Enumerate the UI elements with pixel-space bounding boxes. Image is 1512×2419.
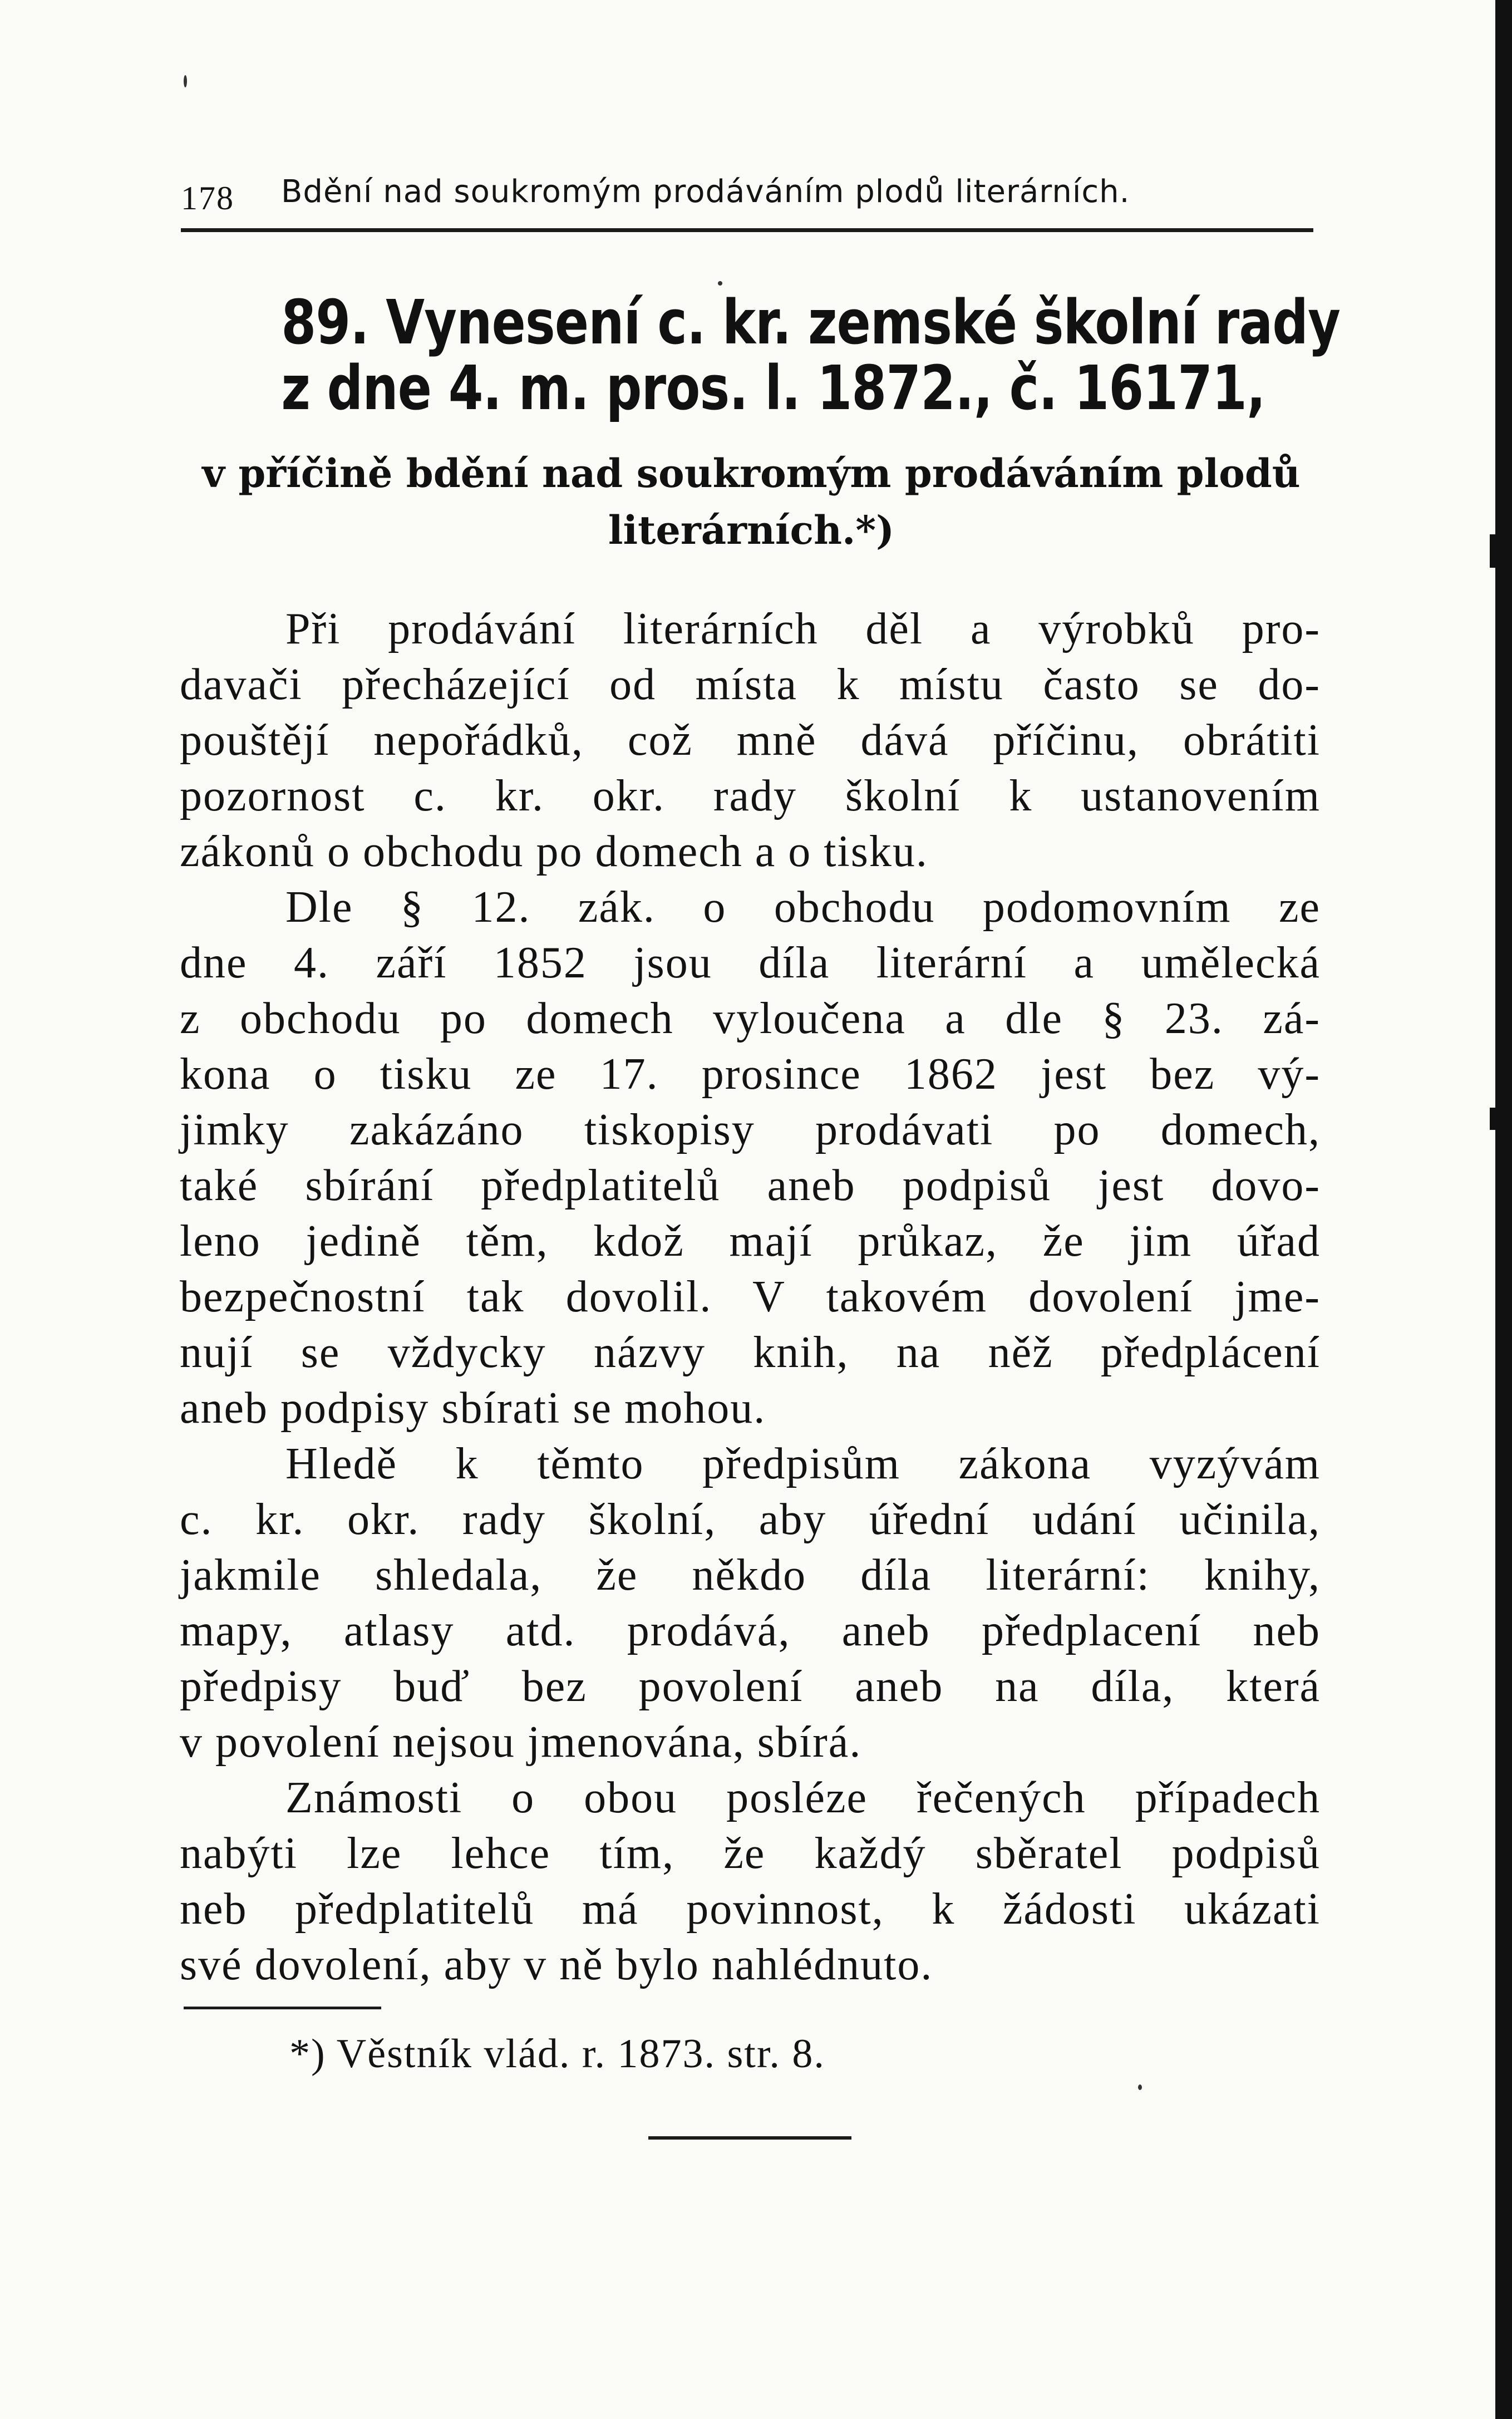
article-heading: [178, 287, 1341, 424]
text-line: dne 4. září 1852 jsou díla literární a umělecká: [180, 938, 1321, 987]
text-line: Dle § 12. zák. o obchodu podomovním ze: [285, 883, 1321, 932]
paragraph-1: [180, 601, 1321, 879]
text-line: neb předplatitelů má povinnost, k žádosti ukázati: [180, 1885, 1321, 1934]
text-line: pouštějí nepořádků, což mně dává příčinu, obrátiti: [180, 716, 1321, 765]
header-rule: [181, 228, 1313, 232]
text-line: pozornost c. kr. okr. rady školní k ustanovením: [180, 771, 1321, 820]
scan-edge-mark: [1490, 534, 1495, 568]
scan-edge-mark: [1490, 1108, 1495, 1130]
text-line: davači přecházející od místa k místu často se do-: [180, 660, 1321, 709]
text-line: kona o tisku ze 17. prosince 1862 jest bez vý-: [180, 1050, 1321, 1099]
article-subtitle: [178, 445, 1324, 559]
print-speck: [718, 281, 722, 286]
paragraph-4: [180, 1770, 1321, 1993]
text-line: bezpečnostní tak dovolil. V takovém dovolení jme-: [180, 1272, 1321, 1321]
paragraph-3: [180, 1436, 1321, 1770]
article-body: [180, 601, 1321, 1993]
text-line: Známosti o obou posléze řečených případech: [285, 1773, 1321, 1822]
text-line: z obchodu po domech vyloučena a dle § 23. zá-: [180, 994, 1321, 1043]
text-line: Při prodávání literárních děl a výrobků pro-: [285, 604, 1321, 653]
text-line: Hledě k těmto předpisům zákona vyzývám: [285, 1439, 1321, 1488]
scan-edge: [1495, 0, 1512, 2419]
text-line: jakmile shledala, že někdo díla literární: knihy,: [180, 1551, 1321, 1600]
text-line: předpisy buď bez povolení aneb na díla, která: [180, 1662, 1321, 1711]
text-line: c. kr. okr. rady školní, aby úřední udání učinila,: [180, 1495, 1321, 1544]
heading-line: z dne 4. m. pros. l. 1872., č. 16171,: [281, 352, 1265, 424]
print-speck: [184, 75, 187, 87]
text-line: aneb podpisy sbírati se mohou.: [180, 1384, 766, 1433]
text-line: své dovolení, aby v ně bylo nahlédnuto.: [180, 1940, 933, 1989]
text-line: nují se vždycky názvy knih, na něž předplácení: [180, 1328, 1321, 1377]
text-line: leno jedině těm, kdož mají průkaz, že jim úřad: [180, 1217, 1321, 1266]
subtitle-line: v příčině bdění nad soukromým prodáváním plodů: [202, 450, 1301, 496]
text-line: nabýti lze lehce tím, že každý sběratel podpisů: [180, 1829, 1321, 1878]
running-head: [181, 167, 1322, 217]
footnote-rule: [184, 2007, 381, 2009]
end-rule: [648, 2136, 851, 2140]
subtitle-line: literárních.*): [608, 507, 895, 553]
paragraph-2: [180, 879, 1321, 1436]
text-line: mapy, atlasy atd. prodává, aneb předplacení neb: [180, 1606, 1321, 1655]
page-number: 178: [181, 180, 234, 217]
text-line: také sbírání předplatitelů aneb podpisů jest dovo-: [180, 1161, 1321, 1210]
text-line: v povolení nejsou jmenována, sbírá.: [180, 1718, 862, 1767]
running-head-title: Bdění nad soukromým prodáváním plodů literárních.: [281, 174, 1130, 210]
text-line: zákonů o obchodu po domech a o tisku.: [180, 827, 928, 876]
heading-line: 89. Vynesení c. kr. zemské školní rady: [281, 287, 1341, 358]
text-line: jimky zakázáno tiskopisy prodávati po domech,: [180, 1105, 1321, 1154]
footnote: *) Věstník vlád. r. 1873. str. 8.: [289, 2031, 825, 2077]
print-speck: [1138, 2084, 1142, 2090]
